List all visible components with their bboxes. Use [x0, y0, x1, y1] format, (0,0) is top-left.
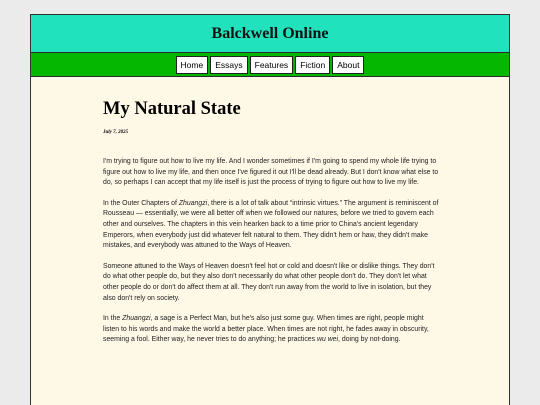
paragraph-2: [103, 199, 439, 252]
nav-fiction-link[interactable]: Fiction: [295, 56, 330, 74]
nav-about-link[interactable]: About: [332, 56, 364, 74]
main-nav: [31, 53, 509, 77]
paragraph-2-text-b: , there is a lot of talk about “intrinsic virtues.” The argument is reminiscent of Rousseau — essentially, we were all better off when we followed our natures, before we tried to govern each other and ourselves. The chapters in this vein hearken back to a time prior to China's ancient legendary Emperors, when everybody just did whatever felt natural to them. They didn't hem or haw, they didn't make mistakes, and everybody was attuned to the Ways of Heaven.: [103, 199, 439, 250]
article-date: July 7, 2025: [103, 130, 129, 135]
article-title: My Natural State: [103, 99, 241, 119]
paragraph-2-emphasis: Zhuangzi: [178, 199, 208, 207]
paragraph-4-text-a: In the: [103, 315, 123, 323]
paragraph-4-emphasis-2: wu wei: [316, 336, 339, 344]
site-title[interactable]: Balckwell Online: [211, 24, 329, 42]
nav-home-link[interactable]: Home: [176, 56, 209, 74]
paragraph-1: I'm trying to figure out how to live my life. And I wonder sometimes if I'm going to spend my whole life trying to figure out how to live my life, and then once I've figured it out I'll be dead already. But I don't know what else to do, so perhaps I can accept that my life itself is just the process of trying to figure out how to live my life.: [103, 158, 439, 187]
nav-features-link[interactable]: Features: [250, 56, 294, 74]
nav-essays-link[interactable]: Essays: [210, 56, 247, 74]
paragraph-2-text-a: In the Outer Chapters of: [103, 199, 179, 207]
paragraph-3: Someone attuned to the Ways of Heaven doesn't feel hot or cold and doesn't like or dislike things. They don't do what other people do, but they also don't necessarily do what other people don't do. They don't let what other people do or don't do affect them at all. They don't run away from the world to live in isolation, but they also don't rely on society.: [103, 262, 435, 302]
paragraph-4: [103, 314, 439, 346]
paragraph-4-text-b: , a sage is a Perfect Man, but he's also just some guy. When times are right, people might listen to his words and make the world a better place. When times are not right, he fades away in obscurity, seeming a fool. Either way, he never tries to do anything; he practices: [103, 315, 429, 344]
page-container: [30, 14, 510, 405]
site-header: [31, 15, 509, 53]
paragraph-4-text-c: , doing by not-doing.: [338, 336, 401, 344]
article: [31, 99, 439, 346]
paragraph-4-emphasis-1: Zhuangzi: [122, 315, 151, 323]
